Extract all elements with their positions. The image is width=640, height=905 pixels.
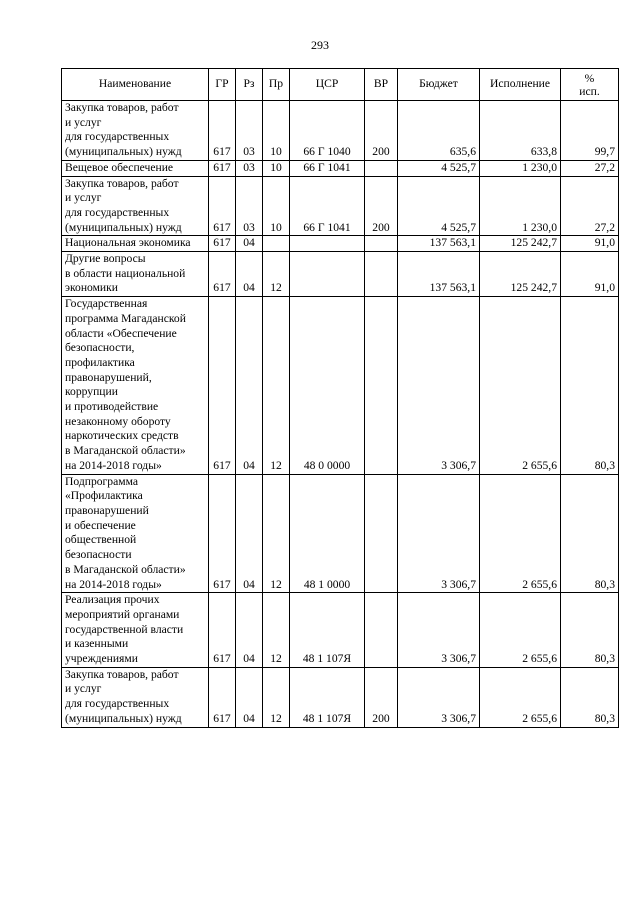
table-row	[62, 474, 619, 593]
row-percent: 91,0	[561, 252, 619, 297]
row-percent: 27,2	[561, 176, 619, 236]
header-pr: Пр	[263, 69, 290, 101]
row-pr: 10	[263, 176, 290, 236]
row-gr: 617	[209, 297, 236, 474]
table-row	[62, 101, 619, 161]
row-name: Закупка товаров, работ и услуг для государственных (муниципальных) нужд	[62, 667, 209, 727]
table-row	[62, 593, 619, 668]
row-vr	[365, 593, 398, 668]
row-rz: 04	[236, 236, 263, 252]
row-rz: 04	[236, 297, 263, 474]
page-number: 293	[311, 38, 329, 52]
header-budget: Бюджет	[398, 69, 480, 101]
row-name: Государственная программа Магаданской области «Обеспечение безопасности, профилактика правонарушений, коррупции и противодействие незаконному обороту наркотических средств в Магаданской области» на 2014-2018 годы»	[62, 297, 209, 474]
row-rz: 03	[236, 101, 263, 161]
row-execution: 2 655,6	[480, 667, 561, 727]
row-gr: 617	[209, 252, 236, 297]
row-budget: 635,6	[398, 101, 480, 161]
table-row	[62, 160, 619, 176]
row-execution: 2 655,6	[480, 297, 561, 474]
row-rz: 04	[236, 252, 263, 297]
row-rz: 03	[236, 160, 263, 176]
row-csr: 48 1 107Я	[290, 593, 365, 668]
row-budget: 137 563,1	[398, 252, 480, 297]
row-name: Подпрограмма «Профилактика правонарушений и обеспечение общественной безопасности в Магаданской области» на 2014-2018 годы»	[62, 474, 209, 593]
header-gr: ГР	[209, 69, 236, 101]
row-name: Закупка товаров, работ и услуг для государственных (муниципальных) нужд	[62, 176, 209, 236]
row-pr: 12	[263, 593, 290, 668]
row-budget: 4 525,7	[398, 160, 480, 176]
row-vr: 200	[365, 101, 398, 161]
row-execution: 1 230,0	[480, 160, 561, 176]
row-percent: 80,3	[561, 297, 619, 474]
row-pr	[263, 236, 290, 252]
row-csr	[290, 252, 365, 297]
row-gr: 617	[209, 667, 236, 727]
table-row	[62, 297, 619, 474]
row-csr	[290, 236, 365, 252]
row-execution: 2 655,6	[480, 474, 561, 593]
row-csr: 48 1 107Я	[290, 667, 365, 727]
row-name: Другие вопросы в области национальной экономики	[62, 252, 209, 297]
row-vr	[365, 252, 398, 297]
row-rz: 04	[236, 667, 263, 727]
header-csr: ЦСР	[290, 69, 365, 101]
header-vr: ВР	[365, 69, 398, 101]
row-vr: 200	[365, 667, 398, 727]
row-pr: 12	[263, 252, 290, 297]
row-gr: 617	[209, 474, 236, 593]
row-csr: 66 Г 1040	[290, 101, 365, 161]
header-percent: % исп.	[561, 69, 619, 101]
row-execution: 2 655,6	[480, 593, 561, 668]
row-rz: 04	[236, 593, 263, 668]
row-execution: 125 242,7	[480, 236, 561, 252]
row-percent: 80,3	[561, 474, 619, 593]
row-gr: 617	[209, 160, 236, 176]
row-vr	[365, 236, 398, 252]
row-execution: 125 242,7	[480, 252, 561, 297]
header-execution: Исполнение	[480, 69, 561, 101]
table-row	[62, 252, 619, 297]
row-vr	[365, 474, 398, 593]
row-execution: 1 230,0	[480, 176, 561, 236]
row-rz: 04	[236, 474, 263, 593]
row-pr: 10	[263, 160, 290, 176]
row-percent: 80,3	[561, 593, 619, 668]
header-name: Наименование	[62, 69, 209, 101]
row-vr: 200	[365, 176, 398, 236]
row-percent: 91,0	[561, 236, 619, 252]
row-gr: 617	[209, 101, 236, 161]
row-vr	[365, 297, 398, 474]
row-gr: 617	[209, 176, 236, 236]
table-header-row	[62, 69, 619, 101]
row-vr	[365, 160, 398, 176]
row-budget: 137 563,1	[398, 236, 480, 252]
row-rz: 03	[236, 176, 263, 236]
row-csr: 48 0 0000	[290, 297, 365, 474]
budget-execution-table	[61, 68, 619, 728]
row-name: Закупка товаров, работ и услуг для государственных (муниципальных) нужд	[62, 101, 209, 161]
row-csr: 48 1 0000	[290, 474, 365, 593]
row-csr: 66 Г 1041	[290, 160, 365, 176]
row-budget: 3 306,7	[398, 474, 480, 593]
row-budget: 4 525,7	[398, 176, 480, 236]
table-row	[62, 236, 619, 252]
row-gr: 617	[209, 236, 236, 252]
row-name: Вещевое обеспечение	[62, 160, 209, 176]
row-pr: 10	[263, 101, 290, 161]
row-percent: 99,7	[561, 101, 619, 161]
row-pr: 12	[263, 667, 290, 727]
row-budget: 3 306,7	[398, 297, 480, 474]
row-pr: 12	[263, 297, 290, 474]
row-gr: 617	[209, 593, 236, 668]
row-name: Реализация прочих мероприятий органами государственной власти и казенными учреждениями	[62, 593, 209, 668]
table-row	[62, 667, 619, 727]
row-name: Национальная экономика	[62, 236, 209, 252]
table-row	[62, 176, 619, 236]
header-rz: Рз	[236, 69, 263, 101]
row-percent: 80,3	[561, 667, 619, 727]
row-budget: 3 306,7	[398, 667, 480, 727]
row-execution: 633,8	[480, 101, 561, 161]
row-pr: 12	[263, 474, 290, 593]
row-percent: 27,2	[561, 160, 619, 176]
row-csr: 66 Г 1041	[290, 176, 365, 236]
row-budget: 3 306,7	[398, 593, 480, 668]
